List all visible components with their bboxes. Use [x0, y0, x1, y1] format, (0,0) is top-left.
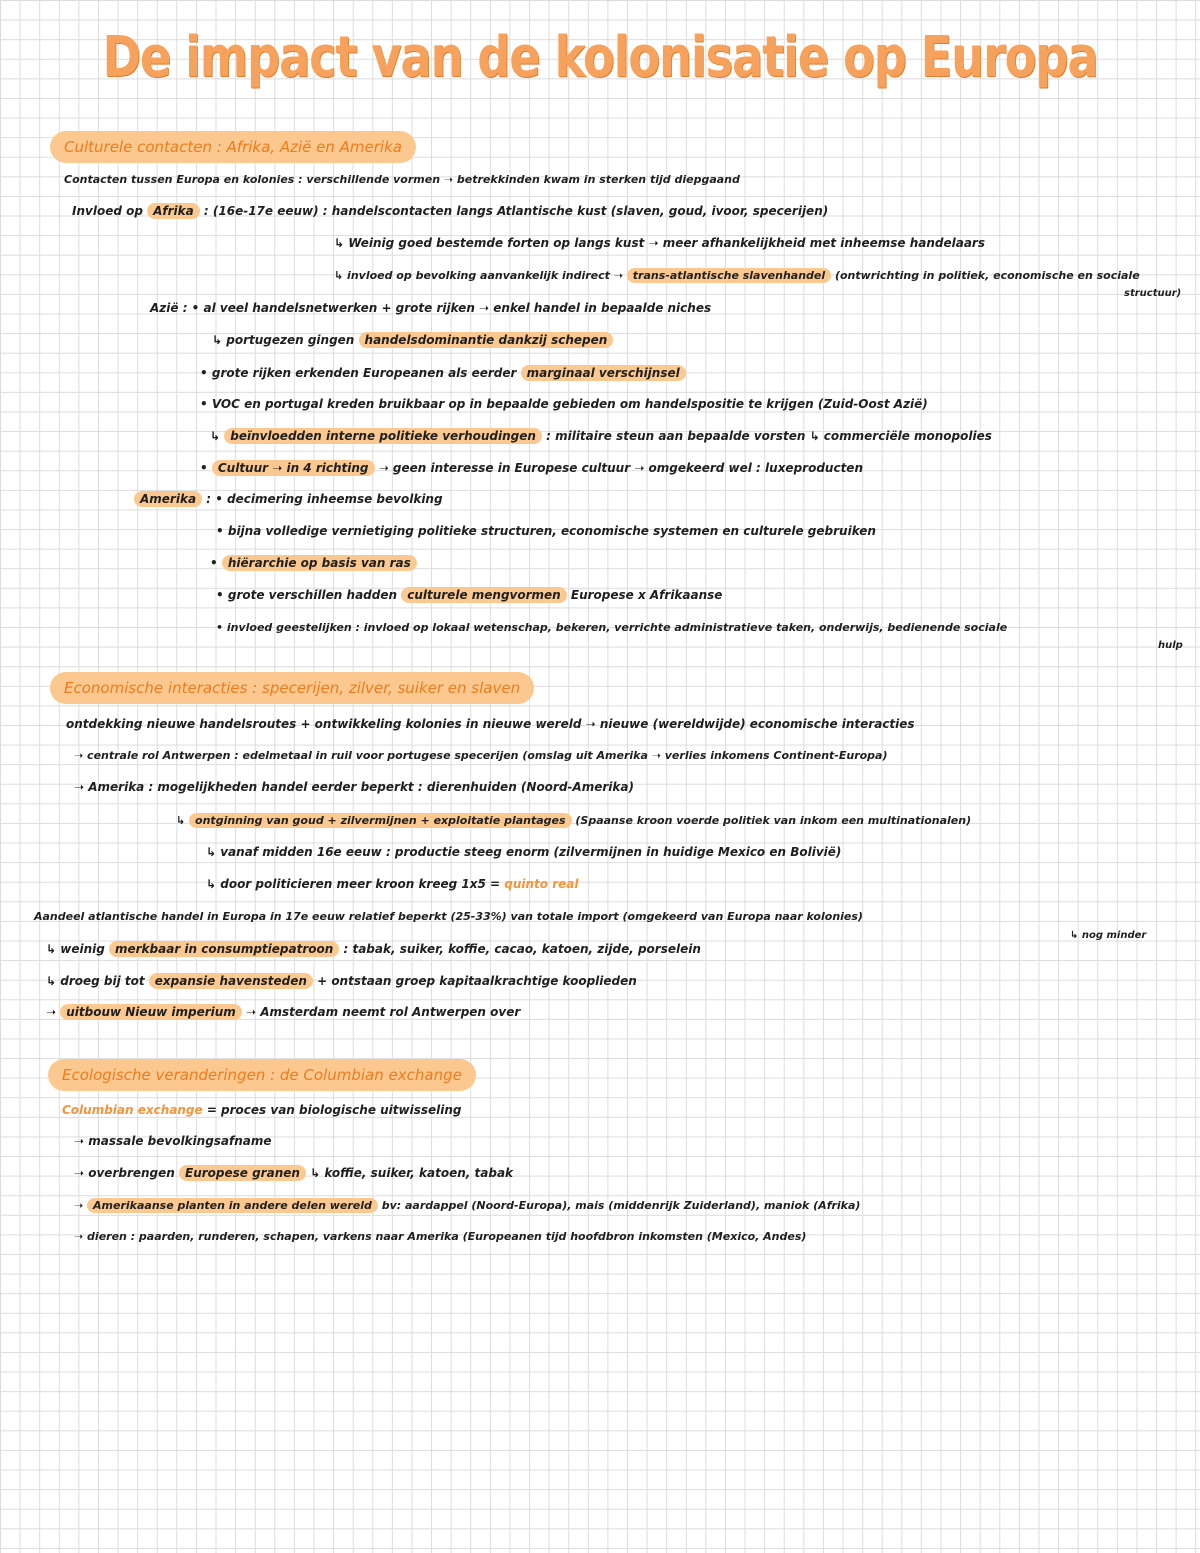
- note-line: ↳ ontginning van goud + zilvermijnen + exploitatie plantages (Spaanse kroon voerde politiek van inkom een multinationalen): [176, 814, 972, 827]
- note-line: ↳ portugezen gingen handelsdominantie dankzij schepen: [212, 330, 613, 350]
- note-line: • Cultuur ➝ in 4 richting ➝ geen interesse in Europese cultuur ➝ omgekeerd wel : luxeproducten: [200, 461, 863, 475]
- note-line: ↳ vanaf midden 16e eeuw : productie steeg enorm (zilvermijnen in huidige Mexico en Bolivië): [206, 845, 842, 859]
- note-line: • hiërarchie op basis van ras: [210, 553, 417, 573]
- note-line: Amerika : • decimering inheemse bevolking: [134, 489, 443, 509]
- note-line: ↳ droeg bij tot expansie havensteden + ontstaan groep kapitaalkrachtige kooplieden: [46, 974, 637, 988]
- note-line: • grote rijken erkenden Europeanen als eerder marginaal verschijnsel: [200, 363, 686, 383]
- page-title: De impact van de kolonisatie op Europa: [102, 25, 1098, 90]
- note-line: ↳ door politicieren meer kroon kreeg 1x5 = quinto real: [206, 877, 579, 891]
- note-line: ↳ invloed op bevolking aanvankelijk indirect ➝ trans-atlantische slavenhandel (ontwrichting in politiek, economische en sociale: [334, 269, 1140, 282]
- note-line: Columbian exchange = proces van biologische uitwisseling: [62, 1103, 462, 1117]
- section-heading-economic-interactions: Economische interacties : specerijen, zilver, suiker en slaven: [50, 672, 534, 704]
- note-line: ↳ Weinig goed bestemde forten op langs kust ➝ meer afhankelijkheid met inheemse handelaars: [334, 236, 985, 250]
- note-line: ➝ massale bevolkingsafname: [74, 1134, 272, 1148]
- note-line: ➝ dieren : paarden, runderen, schapen, varkens naar Amerika (Europeanen tijd hoofdbron inkomsten (Mexico, Andes): [74, 1230, 807, 1243]
- note-line: ➝ centrale rol Antwerpen : edelmetaal in ruil voor portugese specerijen (omslag uit Amerika ➝ verlies inkomens Continent-Europa): [74, 749, 888, 762]
- note-line: structuur): [1124, 288, 1182, 299]
- note-line: ➝ Amerika : mogelijkheden handel eerder beperkt : dierenhuiden (Noord-Amerika): [74, 780, 634, 794]
- note-line: hulp: [1158, 640, 1183, 651]
- note-line: • grote verschillen hadden culturele mengvormen Europese x Afrikaanse: [216, 588, 723, 602]
- note-line: ➝ uitbouw Nieuw imperium ➝ Amsterdam neemt rol Antwerpen over: [46, 1005, 521, 1019]
- note-line: Contacten tussen Europa en kolonies : verschillende vormen ➝ betrekkinden kwam in sterken tijd diepgaand: [64, 173, 740, 186]
- note-line: ontdekking nieuwe handelsroutes + ontwikkeling kolonies in nieuwe wereld ➝ nieuwe (wereldwijde) economische interacties: [66, 717, 915, 731]
- note-line: ➝ overbrengen Europese granen ↳ koffie, suiker, katoen, tabak: [74, 1166, 514, 1180]
- note-line: ↳ beïnvloedden interne politieke verhoudingen : militaire steun aan bepaalde vorsten ↳ commerciële monopolies: [210, 429, 992, 443]
- note-line: ↳ weinig merkbaar in consumptiepatroon : tabak, suiker, koffie, cacao, katoen, zijde, porselein: [46, 942, 701, 956]
- section-heading-ecological-changes: Ecologische veranderingen : de Columbian exchange: [48, 1059, 476, 1091]
- note-line: Azië : • al veel handelsnetwerken + grote rijken ➝ enkel handel in bepaalde niches: [150, 301, 712, 315]
- note-line: • bijna volledige vernietiging politieke structuren, economische systemen en culturele gebruiken: [216, 524, 876, 538]
- note-line: • VOC en portugal kreden bruikbaar op in bepaalde gebieden om handelspositie te krijgen (Zuid-Oost Azië): [200, 397, 928, 411]
- note-line: Aandeel atlantische handel in Europa in 17e eeuw relatief beperkt (25-33%) van totale import (omgekeerd van Europa naar kolonies): [34, 910, 863, 923]
- note-line: Invloed op Afrika : (16e-17e eeuw) : handelscontacten langs Atlantische kust (slaven, goud, ivoor, specerijen): [72, 204, 829, 218]
- note-line: ➝ Amerikaanse planten in andere delen wereld bv: aardappel (Noord-Europa), mais (middenrijk Zuiderland), maniok (Afrika): [74, 1199, 861, 1212]
- note-line: ↳ nog minder: [1070, 930, 1147, 941]
- section-heading-cultural-contacts: Culturele contacten : Afrika, Azië en Amerika: [50, 131, 416, 163]
- note-line: • invloed geestelijken : invloed op lokaal wetenschap, bekeren, verrichte administratieve taken, onderwijs, bedienende sociale: [216, 621, 1008, 634]
